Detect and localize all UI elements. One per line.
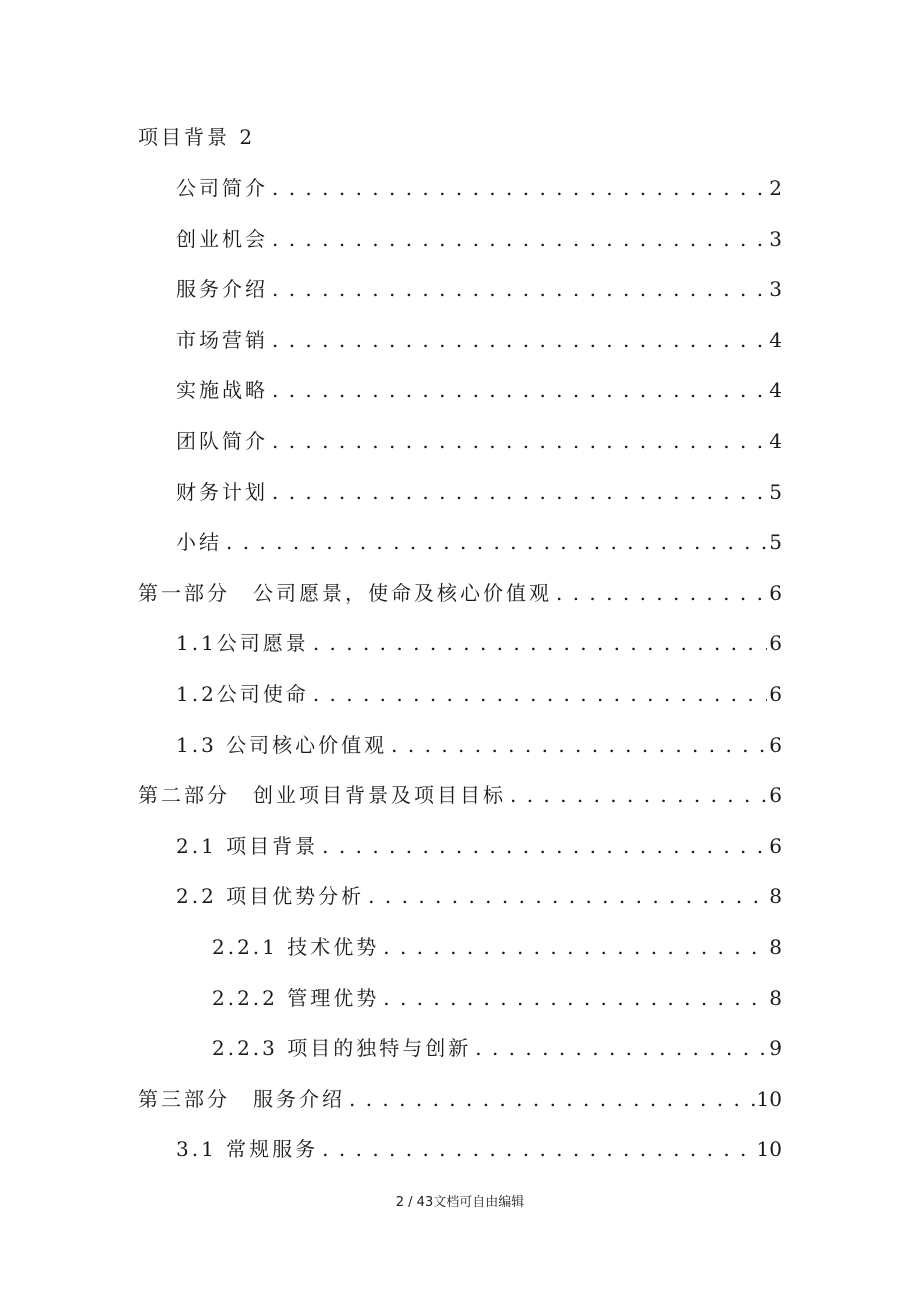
toc-dot-leader [272,173,767,203]
toc-entry-page-number: 5 [769,530,782,555]
toc-entry[interactable] [176,628,782,658]
toc-entry-label: 服务介绍 [176,277,268,302]
toc-entry[interactable] [176,375,782,405]
toc-entry-label: 2.1 项目背景 [176,833,319,858]
toc-entry-page-number: 4 [769,327,782,352]
toc-entry-label: 团队简介 [176,429,268,453]
toc-entry[interactable] [176,173,782,203]
toc-entry[interactable] [176,1134,782,1164]
toc-entry-page-number: 6 [769,631,782,656]
toc-entry-label: 2.2.1 技术优势 [212,935,380,959]
toc-entry-label: 2.2.2 管理优势 [212,985,380,1010]
toc-entry[interactable] [212,983,782,1013]
toc-entry-label: 市场营销 [176,327,268,352]
toc-entry[interactable] [176,527,782,557]
toc-entry[interactable] [176,730,782,760]
toc-dot-leader [313,679,767,709]
toc-entry-label: 1.3 公司核心价值观 [176,732,388,757]
toc-dot-leader [272,375,767,405]
toc-dot-leader [322,831,767,861]
toc-entry-page-number: 8 [769,884,782,909]
toc-entry-page-number: 3 [769,226,782,251]
toc-dot-leader [391,730,767,760]
toc-entry[interactable] [176,679,782,709]
toc-dot-leader [349,1084,755,1114]
toc-dot-leader [272,477,767,507]
toc-entry[interactable] [176,831,782,861]
toc-dot-leader [383,983,767,1013]
toc-entry[interactable] [212,1033,782,1063]
toc-entry-page-number: 6 [769,732,782,757]
toc-entry[interactable] [176,224,782,254]
toc-dot-leader [368,881,767,911]
toc-entry-label: 第二部分 创业项目背景及项目目标 [138,783,506,808]
toc-entry-page-number: 6 [769,682,782,706]
toc-entry-label: 1.2公司使命 [176,682,309,706]
toc-entry[interactable] [176,325,782,355]
toc-entry-label: 公司简介 [176,176,268,200]
toc-entry-page-number: 6 [769,783,782,808]
toc-entry-page-number: 3 [769,277,782,302]
toc-entry-page-number: 8 [769,935,782,959]
toc-entry-label: 实施战略 [176,378,268,403]
toc-entry-page-number: 9 [769,1036,782,1061]
toc-dot-leader [272,274,767,304]
toc-entry-page-number: 6 [769,580,782,605]
toc-dot-leader [272,325,767,355]
toc-dot-leader [383,932,767,962]
toc-entry[interactable] [212,932,782,962]
toc-entry-page-number: 5 [769,479,782,504]
toc-entry-label: 3.1 常规服务 [176,1137,319,1162]
toc-entry-label: 2.2.3 项目的独特与创新 [212,1036,472,1061]
toc-dot-leader [226,527,767,557]
toc-entry-page-number: 2 [769,176,782,200]
toc-entry-label: 第一部分 公司愿景，使命及核心价值观 [138,580,552,605]
toc-entry[interactable] [138,1084,782,1114]
toc-entry-label: 小结 [176,530,222,555]
toc-entry-page-number: 8 [769,985,782,1010]
toc-dot-leader [556,578,767,608]
toc-dot-leader [272,224,767,254]
toc-entry[interactable] [176,477,782,507]
toc-dot-leader [272,426,767,456]
toc-entry[interactable] [138,780,782,810]
toc-entry-page-number: 6 [769,833,782,858]
toc-entry-label: 1.1公司愿景 [176,631,309,656]
toc-entry-page-number: 10 [756,1137,782,1162]
toc-entry-page-number: 10 [756,1086,782,1111]
toc-entry-label: 创业机会 [176,226,268,251]
toc-entry-label: 财务计划 [176,479,268,504]
toc-entry[interactable] [138,578,782,608]
toc-dot-leader [313,628,767,658]
toc-entry[interactable] [176,881,782,911]
page-footer: 2 / 43文档可自由编辑 [395,1195,525,1210]
toc-entry[interactable] [176,426,782,456]
toc-dot-leader [322,1134,754,1164]
toc-entry-page-number: 4 [769,429,782,453]
toc-dot-leader [475,1033,767,1063]
toc-entry-label: 2.2 项目优势分析 [176,884,365,909]
toc-entry-label: 第三部分 服务介绍 [138,1086,345,1111]
toc-heading: 项目背景 2 [138,125,256,149]
toc-dot-leader [510,780,767,810]
toc-entry-page-number: 4 [769,378,782,403]
toc-entry[interactable] [176,274,782,304]
